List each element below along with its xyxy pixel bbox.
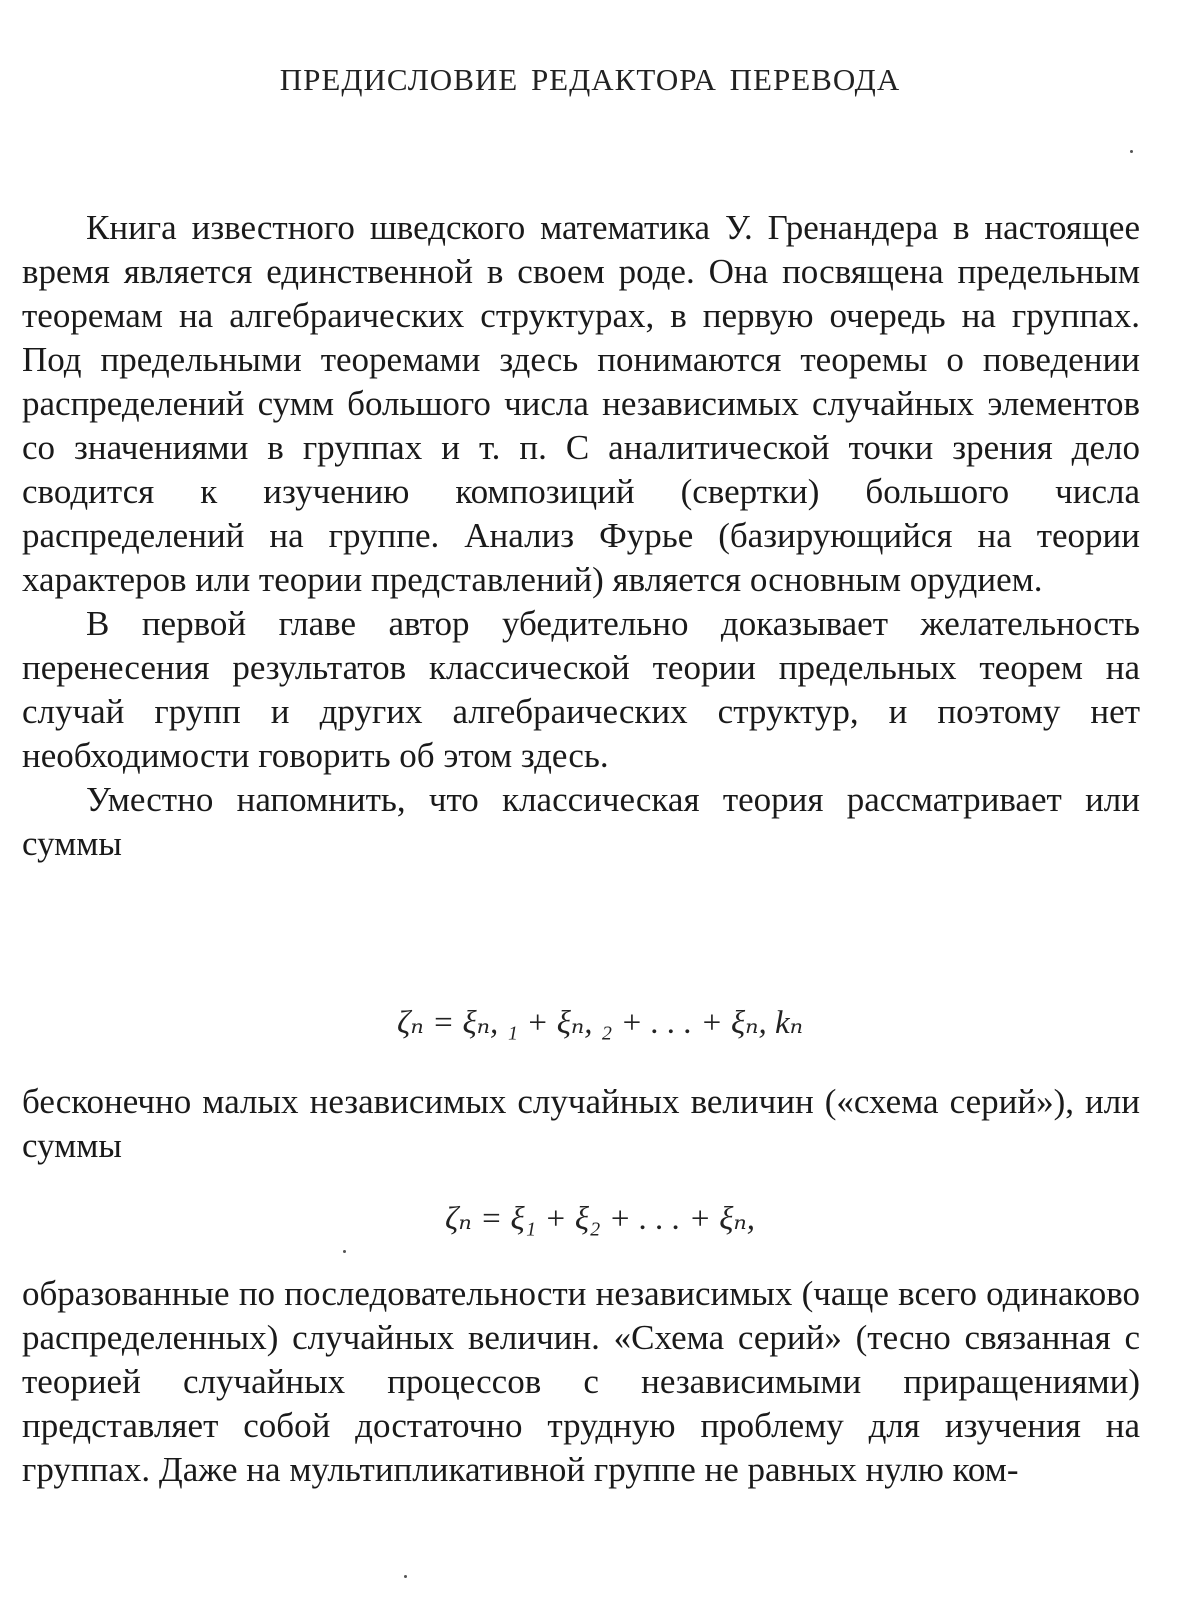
formula-series-scheme: ζₙ = ξₙ, ₁ + ξₙ, ₂ + . . . + ξₙ, kₙ xyxy=(396,1005,804,1041)
paragraph-3: Уместно напомнить, что классическая теория рассматривает или суммы xyxy=(22,780,1140,863)
scan-speck xyxy=(1130,150,1133,153)
page-heading: ПРЕДИСЛОВИЕ РЕДАКТОРА ПЕРЕВОДА xyxy=(279,62,901,97)
scan-speck xyxy=(404,1575,407,1578)
paragraph-2: В первой главе автор убедительно доказывает желательность перенесения результатов классической теории предельных теорем на случай групп и других алгебраических структур, и поэтому нет необходимости говорить об этом здесь. xyxy=(22,604,1140,775)
paragraph-5: образованные по последовательности независимых (чаще всего одинаково распределенных) случайных величин. «Схема серий» (тесно связанная с теорией случайных процессов с независимыми приращениями) представляет собой достаточно трудную проблему для изучения на группах. Даже на мультипликативной группе не равных нулю ком- xyxy=(22,1274,1140,1489)
paragraph-4: бесконечно малых независимых случайных величин («схема серий»), или суммы xyxy=(22,1082,1140,1165)
text-block-after-formula-2 xyxy=(22,1272,1140,1492)
text-block-intro xyxy=(22,206,1140,866)
formula-sequence-sum: ζₙ = ξ₁ + ξ₂ + . . . + ξₙ, xyxy=(444,1201,756,1237)
scan-speck xyxy=(343,1250,346,1253)
text-block-after-formula-1 xyxy=(22,1080,1140,1168)
paragraph-1: Книга известного шведского математика У. Гренандера в настоящее время является единственной в своем роде. Она посвящена предельным теоремам на алгебраических структурах, в первую очередь на группах. Под предельными теоремами здесь понимаются теоремы о поведении распределений сумм большого числа независимых случайных элементов со значениями в группах и т. п. С аналитической точки зрения дело сводится к изучению композиций (свертки) большого числа распределений на группе. Анализ Фурье (базирующийся на теории характеров или теории представлений) является основным орудием. xyxy=(22,208,1140,599)
